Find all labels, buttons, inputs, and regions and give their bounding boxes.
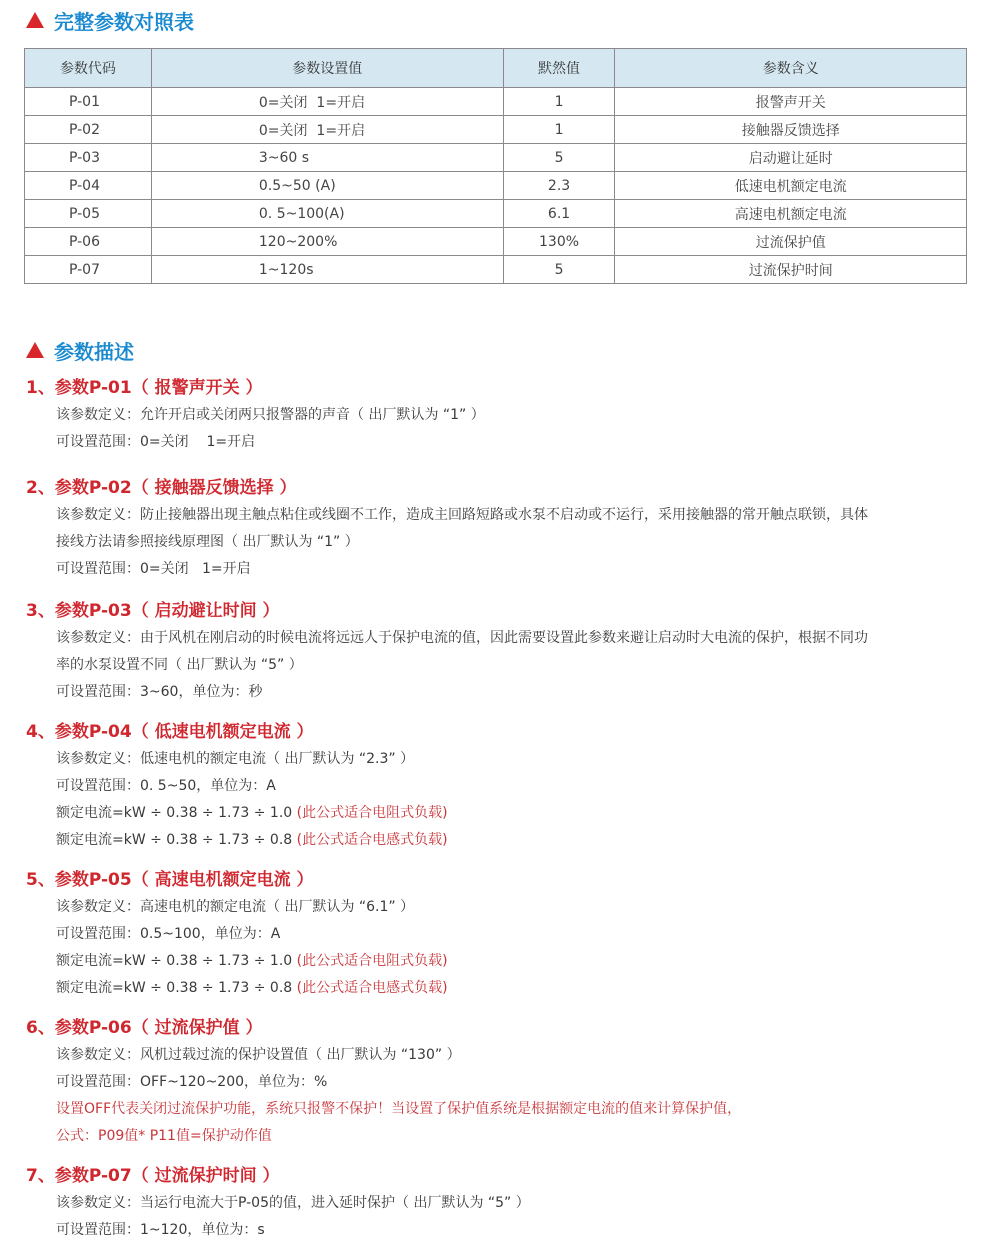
description-text: 额定电流=kW ÷ 0.38 ÷ 1.73 ÷ 1.0 <box>56 805 297 821</box>
description-line <box>26 921 980 948</box>
cell-param-setting: 0. 5~100(A) <box>151 200 503 228</box>
cell-param-code: P-01 <box>25 88 152 116</box>
description-line <box>26 773 980 800</box>
parameter-description-item <box>26 1162 980 1244</box>
cell-param-code: P-04 <box>25 172 152 200</box>
description-text: 可设置范围：0=关闭 1=开启 <box>56 561 251 577</box>
cell-param-meaning: 过流保护时间 <box>615 256 967 284</box>
parameter-description-item <box>26 866 980 1002</box>
description-line <box>26 1042 980 1069</box>
table-row <box>25 200 967 228</box>
description-line <box>26 652 980 679</box>
description-text: 可设置范围：0=关闭 1=开启 <box>56 434 256 450</box>
cell-default-value: 5 <box>503 256 615 284</box>
description-line <box>26 800 980 827</box>
table-header-row <box>25 49 967 88</box>
description-line <box>26 429 980 456</box>
triangle-up-icon <box>26 12 44 28</box>
description-text: 可设置范围：0. 5~50，单位为：A <box>56 778 276 794</box>
description-line <box>26 556 980 583</box>
cell-default-value: 1 <box>503 88 615 116</box>
cell-param-setting: 0=关闭 1=开启 <box>151 116 503 144</box>
description-text: 可设置范围：1~120，单位为：s <box>56 1222 265 1238</box>
table-row <box>25 228 967 256</box>
parameter-table <box>24 48 967 284</box>
description-line <box>26 975 980 1002</box>
cell-param-code: P-02 <box>25 116 152 144</box>
section-title-parameter-description <box>26 336 134 365</box>
cell-param-setting: 0.5~50 (A) <box>151 172 503 200</box>
description-line <box>26 1190 980 1217</box>
parameter-description-item <box>26 374 980 456</box>
parameter-description-title: 6、参数P-06（ 过流保护值 ） <box>26 1018 263 1038</box>
description-line <box>26 529 980 556</box>
description-line <box>26 1217 980 1244</box>
section-title-text: 参数描述 <box>54 340 134 364</box>
header-default-value: 默然值 <box>503 49 615 88</box>
description-text: 率的水泵设置不同（ 出厂默认为 “5” ） <box>56 657 303 673</box>
parameter-description-title: 5、参数P-05（ 高速电机额定电流 ） <box>26 870 314 890</box>
description-text: 可设置范围：0.5~100，单位为：A <box>56 926 281 942</box>
description-note: (此公式适合电感式负载) <box>296 980 448 996</box>
description-text: 该参数定义：允许开启或关闭两只报警器的声音（ 出厂默认为 “1” ） <box>56 407 485 423</box>
description-line <box>26 1123 980 1150</box>
parameter-description-title: 1、参数P-01（ 报警声开关 ） <box>26 378 263 398</box>
cell-default-value: 1 <box>503 116 615 144</box>
parameter-description-title: 3、参数P-03（ 启动避让时间 ） <box>26 601 280 621</box>
cell-default-value: 6.1 <box>503 200 615 228</box>
description-text: 该参数定义：低速电机的额定电流（ 出厂默认为 “2.3” ） <box>56 751 415 767</box>
cell-default-value: 5 <box>503 144 615 172</box>
cell-param-code: P-06 <box>25 228 152 256</box>
description-note: (此公式适合电阻式负载) <box>296 953 448 969</box>
description-text: 该参数定义：由于风机在刚启动的时候电流将远远人于保护电流的值，因此需要设置此参数来避让启动时大电流的保护，根据不同功 <box>56 630 868 646</box>
description-line <box>26 1069 980 1096</box>
parameter-description-item <box>26 718 980 854</box>
cell-param-code: P-05 <box>25 200 152 228</box>
cell-param-meaning: 过流保护值 <box>615 228 967 256</box>
cell-param-setting: 120~200% <box>151 228 503 256</box>
description-line <box>26 894 980 921</box>
description-text: 额定电流=kW ÷ 0.38 ÷ 1.73 ÷ 1.0 <box>56 953 297 969</box>
section-title-parameter-table <box>26 6 194 35</box>
description-text: 可设置范围：OFF~120~200，单位为：% <box>56 1074 328 1090</box>
description-text: 该参数定义：风机过载过流的保护设置值（ 出厂默认为 “130” ） <box>56 1047 461 1063</box>
header-param-meaning: 参数含义 <box>615 49 967 88</box>
table-row <box>25 172 967 200</box>
table-row <box>25 116 967 144</box>
description-text: 接线方法请参照接线原理图（ 出厂默认为 “1” ） <box>56 534 359 550</box>
parameter-description-title: 4、参数P-04（ 低速电机额定电流 ） <box>26 722 314 742</box>
description-note: 公式：P09值* P11值=保护动作值 <box>56 1128 272 1144</box>
description-text: 额定电流=kW ÷ 0.38 ÷ 1.73 ÷ 0.8 <box>56 980 297 996</box>
description-text: 可设置范围：3~60，单位为：秒 <box>56 684 263 700</box>
cell-param-code: P-07 <box>25 256 152 284</box>
description-note: 设置OFF代表关闭过流保护功能，系统只报警不保护！当设置了保护值系统是根据额定电流的值来计算保护值， <box>56 1101 742 1117</box>
cell-default-value: 2.3 <box>503 172 615 200</box>
description-note: (此公式适合电感式负载) <box>296 832 448 848</box>
section-title-text: 完整参数对照表 <box>54 10 194 34</box>
table-row <box>25 88 967 116</box>
description-note: (此公式适合电阻式负载) <box>296 805 448 821</box>
parameter-description-title: 2、参数P-02（ 接触器反馈选择 ） <box>26 478 297 498</box>
description-line <box>26 1096 980 1123</box>
description-line <box>26 948 980 975</box>
description-line <box>26 402 980 429</box>
description-text: 该参数定义：高速电机的额定电流（ 出厂默认为 “6.1” ） <box>56 899 415 915</box>
description-line <box>26 625 980 652</box>
cell-param-setting: 1~120s <box>151 256 503 284</box>
description-text: 额定电流=kW ÷ 0.38 ÷ 1.73 ÷ 0.8 <box>56 832 297 848</box>
table-row <box>25 144 967 172</box>
table-row <box>25 256 967 284</box>
cell-param-setting: 3~60 s <box>151 144 503 172</box>
description-text: 该参数定义：当运行电流大于P-05的值，进入延时保护（ 出厂默认为 “5” ） <box>56 1195 530 1211</box>
parameter-description-item <box>26 1014 980 1150</box>
parameter-description-title: 7、参数P-07（ 过流保护时间 ） <box>26 1166 280 1186</box>
header-param-code: 参数代码 <box>25 49 152 88</box>
cell-param-code: P-03 <box>25 144 152 172</box>
cell-param-meaning: 接触器反馈选择 <box>615 116 967 144</box>
parameter-description-item <box>26 474 980 583</box>
triangle-up-icon <box>26 342 44 358</box>
cell-param-setting: 0=关闭 1=开启 <box>151 88 503 116</box>
parameter-description-item <box>26 597 980 706</box>
cell-default-value: 130% <box>503 228 615 256</box>
header-param-setting: 参数设置值 <box>151 49 503 88</box>
description-text: 该参数定义：防止接触器出现主触点粘住或线圈不工作，造成主回路短路或水泵不启动或不运行，采用接触器的常开触点联锁，具体 <box>56 507 868 523</box>
cell-param-meaning: 低速电机额定电流 <box>615 172 967 200</box>
description-line <box>26 827 980 854</box>
description-line <box>26 679 980 706</box>
cell-param-meaning: 高速电机额定电流 <box>615 200 967 228</box>
cell-param-meaning: 报警声开关 <box>615 88 967 116</box>
description-line <box>26 746 980 773</box>
cell-param-meaning: 启动避让延时 <box>615 144 967 172</box>
description-line <box>26 502 980 529</box>
